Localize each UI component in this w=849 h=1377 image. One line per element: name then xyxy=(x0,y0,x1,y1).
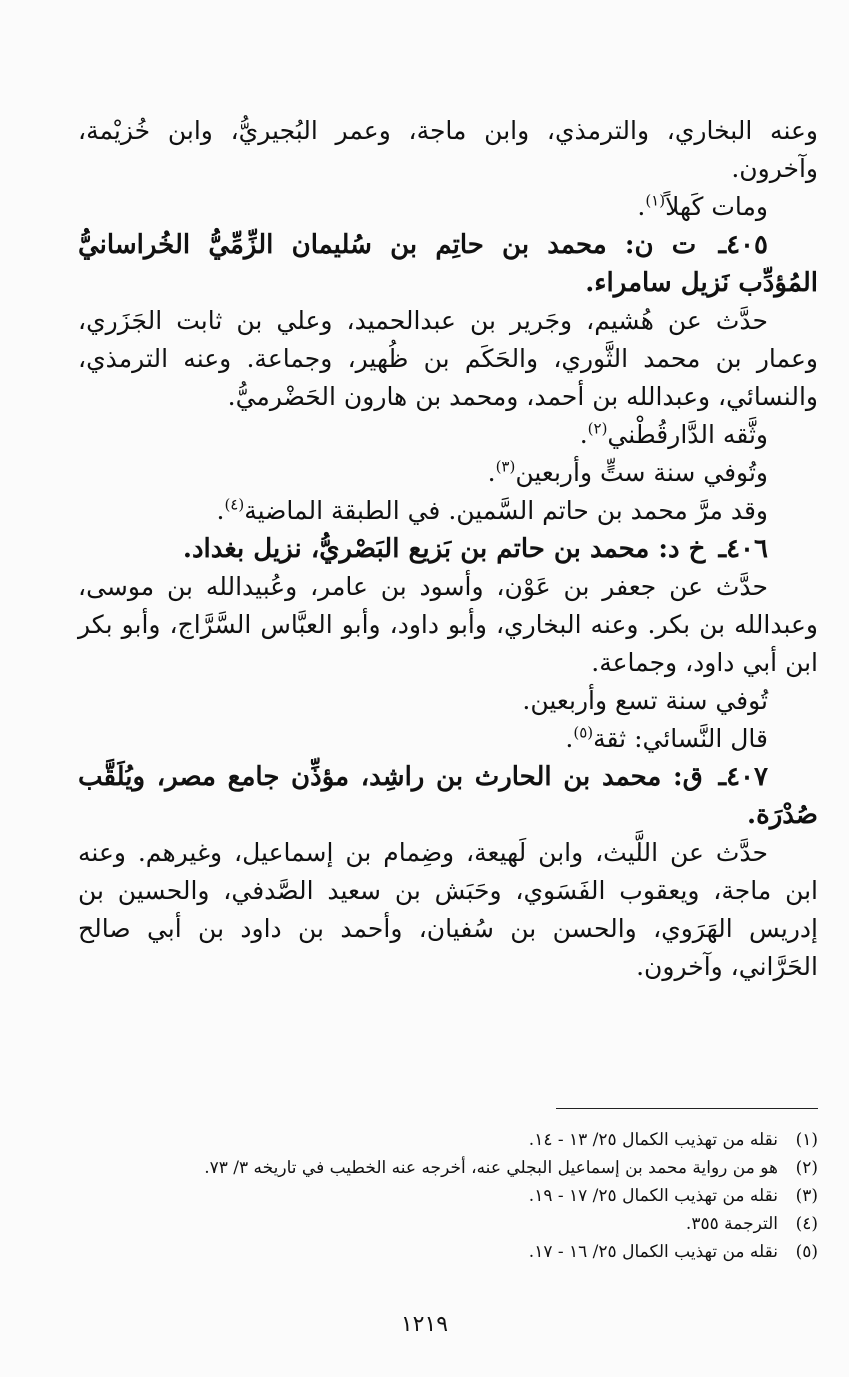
footnote-divider xyxy=(556,1108,818,1109)
footnote-ref: (٣) xyxy=(495,457,516,476)
entry-number: ٤٠٧ـ xyxy=(718,762,768,792)
entry-title: خ د: محمد بن حاتم بن بَزيع البَصْريُّ، نزيل بغداد. xyxy=(182,534,706,564)
paragraph: وعنه البخاري، والترمذي، وابن ماجة، وعمر البُجيريُّ، وابن خُزيْمة، وآخرون. xyxy=(78,116,818,183)
entry-title: ت ن: محمد بن حاتِم بن سُليمان الزِّمِّيُّ الخُراسانيُّ المُؤدِّب نَزيل سامراء. xyxy=(78,230,818,298)
entry-number: ٤٠٦ـ xyxy=(718,534,768,564)
footnote-text: هو من رواية محمد بن إسماعيل البجلي عنه، أخرجه عنه الخطيب في تاريخه ٣/ ٧٣. xyxy=(204,1158,778,1178)
entry-heading-406 xyxy=(78,530,818,568)
paragraph xyxy=(78,188,818,226)
paragraph: حدَّث عن جعفر بن عَوْن، وأسود بن عامر، وعُبيدالله بن موسى، وعبدالله بن بكر. وعنه البخاري، وأبو داود، وأبو العبَّاس السَّرَّاج، وأبو بكر ابن أبي داود، وجماعة. xyxy=(78,572,818,677)
footnote xyxy=(78,1238,818,1266)
text-run: ومات كَهلاً xyxy=(665,192,768,221)
paragraph: تُوفي سنة تسع وأربعين. xyxy=(522,686,768,715)
text-run: وثَّقه الدَّارقُطْني xyxy=(607,420,768,449)
paragraph: حدَّث عن اللَّيث، وابن لَهيعة، وضِمام بن إسماعيل، وغيرهم. وعنه ابن ماجة، ويعقوب الفَسَوي، وحَبَش بن سعيد الصَّدفي، والحسين بن إدريس الهَرَوي، والحسن بن سُفيان، وأحمد بن داود بن أبي صالح الحَرَّاني، وآخرون. xyxy=(78,838,818,981)
text-run: . xyxy=(216,496,225,525)
entry-title: ق: محمد بن الحارث بن راشِد، مؤذِّن جامع مصر، ويُلَقَّب صُدْرَة. xyxy=(78,762,818,830)
footnote xyxy=(78,1126,818,1154)
page-number: ١٢١٩ xyxy=(400,1312,449,1337)
footnotes xyxy=(78,1126,818,1266)
paragraph xyxy=(78,454,818,492)
entry-heading-407 xyxy=(78,758,818,834)
footnote-text: الترجمة ٣٥٥. xyxy=(685,1214,778,1234)
main-text xyxy=(78,112,818,986)
footnote-number: (٣) xyxy=(795,1186,818,1206)
paragraph xyxy=(78,720,818,758)
footnote xyxy=(78,1182,818,1210)
footnote-number: (٢) xyxy=(795,1158,818,1178)
footnote-text: نقله من تهذيب الكمال ٢٥/ ١٧ - ١٩. xyxy=(528,1186,778,1206)
entry-heading-405 xyxy=(78,226,818,302)
text-run: . xyxy=(637,192,646,221)
paragraph xyxy=(78,416,818,454)
paragraph: حدَّث عن هُشيم، وجَرير بن عبدالحميد، وعلي بن ثابت الجَزَري، وعمار بن محمد الثَّوري، والحَكَم بن ظُهير، وجماعة. وعنه الترمذي، والنسائي، وعبدالله بن أحمد، ومحمد بن هارون الحَضْرميُّ. xyxy=(78,306,818,411)
footnote-ref: (١) xyxy=(645,191,666,210)
text-run: . xyxy=(565,724,574,753)
footnote xyxy=(78,1154,818,1182)
text-run: وتُوفي سنة ستٍّ وأربعين xyxy=(515,458,768,487)
footnote-ref: (٥) xyxy=(573,723,594,742)
paragraph xyxy=(78,492,818,530)
footnote-ref: (٢) xyxy=(587,419,608,438)
footnote-text: نقله من تهذيب الكمال ٢٥/ ١٦ - ١٧. xyxy=(528,1242,778,1262)
footnote xyxy=(78,1210,818,1238)
footnote-number: (١) xyxy=(795,1130,818,1150)
text-run: . xyxy=(487,458,496,487)
text-run: . xyxy=(579,420,588,449)
footnote-text: نقله من تهذيب الكمال ٢٥/ ١٣ - ١٤. xyxy=(528,1130,778,1150)
footnote-number: (٤) xyxy=(795,1214,818,1234)
text-run: وقد مرَّ محمد بن حاتم السَّمين. في الطبقة الماضية xyxy=(244,496,768,525)
footnote-number: (٥) xyxy=(795,1242,818,1262)
entry-number: ٤٠٥ـ xyxy=(718,230,768,260)
footnote-ref: (٤) xyxy=(224,495,245,514)
text-run: قال النَّسائي: ثقة xyxy=(593,724,768,753)
